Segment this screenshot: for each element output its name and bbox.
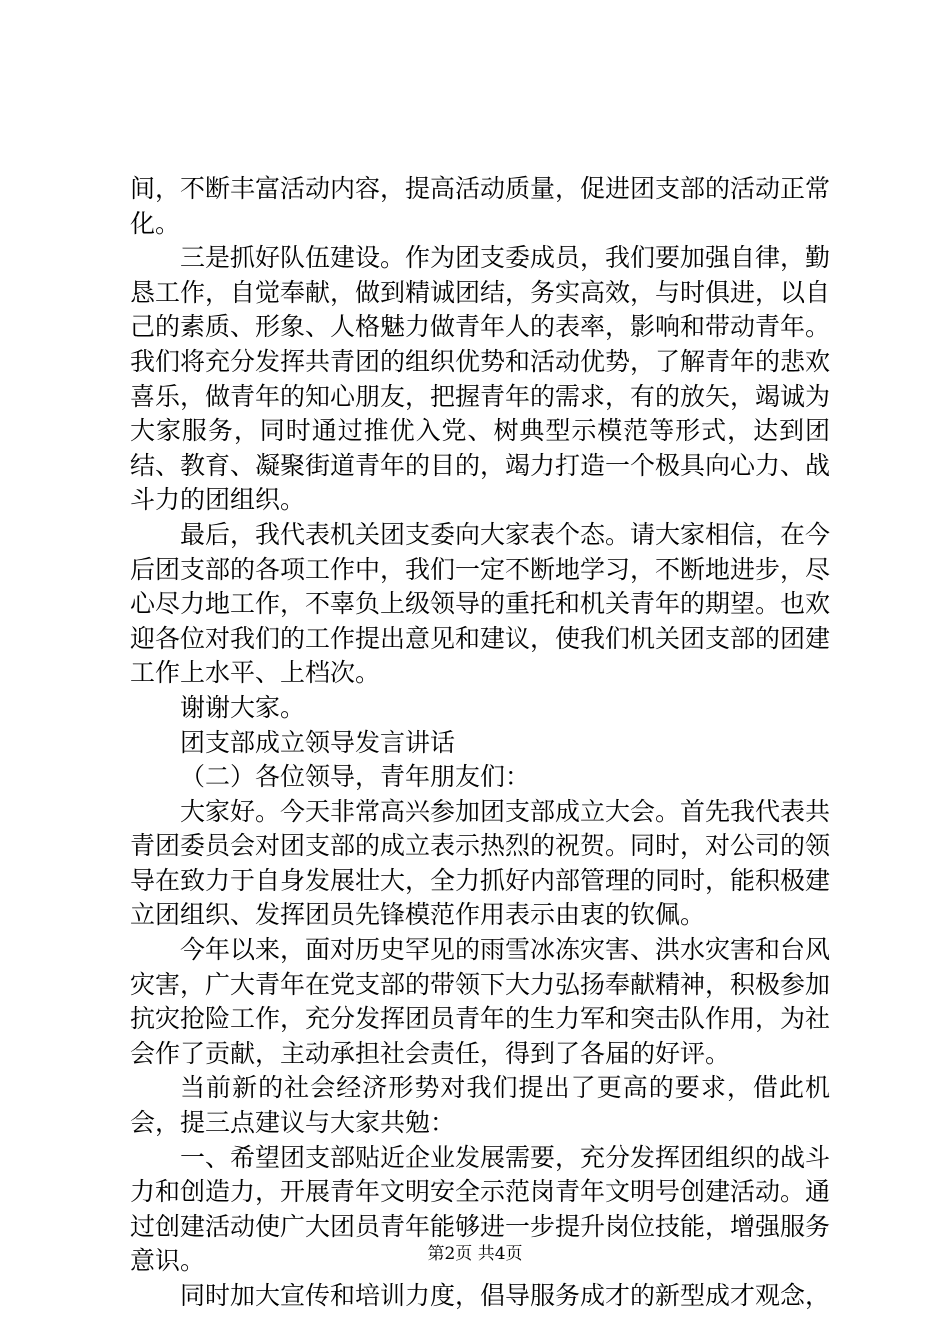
paragraph-training: 同时加大宣传和培训力度，倡导服务成才的新型成才观念， bbox=[180, 1281, 831, 1310]
paragraph-salutation: （二）各位领导，青年朋友们： bbox=[180, 762, 531, 792]
page-footer: 第2页 共4页 bbox=[427, 1244, 523, 1264]
paragraph-suggestions-intro: 当前新的社会经济形势对我们提出了更高的要求，借此机会，提三点建议与大家共勉： bbox=[130, 1073, 830, 1138]
paragraph-suggestion-one: 一、希望团支部贴近企业发展需要，充分发挥团组织的战斗力和创造力，开展青年文明安全示范岗青年文明号创建活动。通过创建活动使广大团员青年能够进一步提升岗位技能，增强服务意识。 bbox=[130, 1142, 831, 1276]
paragraph-section-title: 团支部成立领导发言讲话 bbox=[180, 727, 456, 757]
paragraph-greeting: 大家好。今天非常高兴参加团支部成立大会。首先我代表共青团委员会对团支部的成立表示热烈的祝贺。同时，对公司的领导在致力于自身发展壮大，全力抓好内部管理的同时，能积极建立团组织、发挥团员先锋模范作用表示由衷的钦佩。 bbox=[130, 796, 831, 930]
paragraph-team-building: 三是抓好队伍建设。作为团支委成员，我们要加强自律，勤恳工作，自觉奉献，做到精诚团结，务实高效，与时俱进，以自己的素质、形象、人格魅力做青年人的表率，影响和带动青年。我们将充分发挥共青团的组织优势和活动优势，了解青年的悲欢喜乐，做青年的知心朋友，把握青年的需求，有的放矢，竭诚为大家服务，同时通过推优入党、树典型示模范等形式，达到团结、教育、凝聚街道青年的目的，竭力打造一个极具向心力、战斗力的团组织。 bbox=[130, 243, 831, 515]
paragraph-this-year: 今年以来，面对历史罕见的雨雪冰冻灾害、洪水灾害和台风灾害，广大青年在党支部的带领下大力弘扬奉献精神，积极参加抗灾抢险工作，充分发挥团员青年的生力军和突击队作用，为社会作了贡献，主动承担社会责任，得到了各届的好评。 bbox=[130, 935, 831, 1068]
paragraph-thanks: 谢谢大家。 bbox=[180, 692, 306, 722]
document-body bbox=[130, 172, 830, 1314]
paragraph-closing-statement: 最后，我代表机关团支委向大家表个态。请大家相信，在今后团支部的各项工作中，我们一定不断地学习，不断地进步，尽心尽力地工作，不辜负上级领导的重托和机关青年的期望。也欢迎各位对我们的工作提出意见和建议，使我们机关团支部的团建工作上水平、上档次。 bbox=[130, 519, 831, 688]
paragraph-continuation: 间，不断丰富活动内容，提高活动质量，促进团支部的活动正常化。 bbox=[130, 174, 831, 238]
